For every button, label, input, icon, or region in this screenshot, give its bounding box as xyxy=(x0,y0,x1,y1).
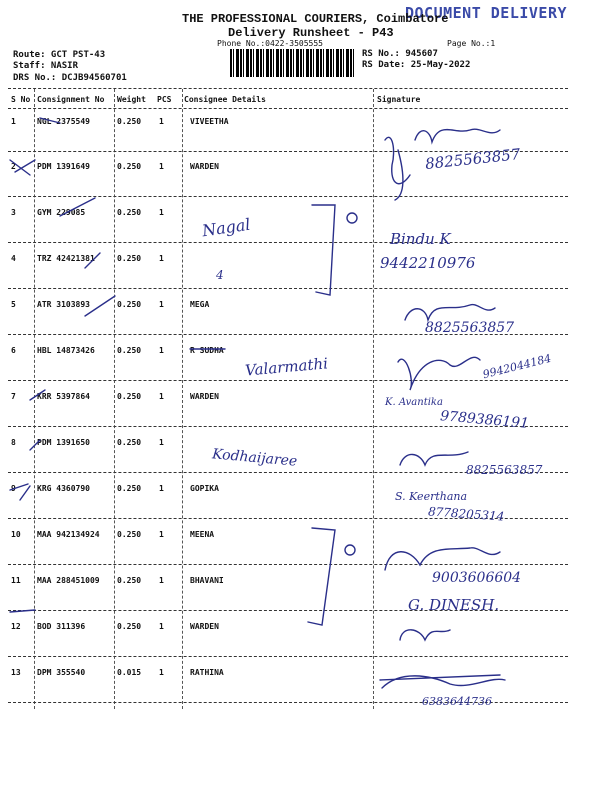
cell-consignee: MEENA xyxy=(190,530,215,539)
cell-consignment-no: GYM 229085 xyxy=(37,208,86,217)
cell-pcs: 1 xyxy=(159,300,164,309)
tick-mark-row2 xyxy=(10,160,35,175)
cell-pcs: 1 xyxy=(159,346,164,355)
handwritten-name-row9: S. Keerthana xyxy=(395,490,468,503)
strike-through-row13 xyxy=(380,675,500,680)
cell-sno: 12 xyxy=(11,622,21,631)
cell-pcs: 1 xyxy=(159,438,164,447)
handwritten-name-row3: Nagal xyxy=(200,214,252,241)
cell-weight: 0.250 xyxy=(117,346,142,355)
cell-sno: 7 xyxy=(11,392,16,401)
signature-scribble-row1 xyxy=(385,137,410,183)
cell-pcs: 1 xyxy=(159,117,164,126)
cell-sno: 13 xyxy=(11,668,21,677)
cell-consignee: GOPIKA xyxy=(190,484,219,493)
signature-scribble-row12 xyxy=(400,630,450,640)
cell-sno: 3 xyxy=(11,208,16,217)
cell-consignee: WARDEN xyxy=(190,392,219,401)
cell-consignment-no: NGL 2375549 xyxy=(37,117,90,126)
col-header-weight: Weight xyxy=(117,95,146,104)
cell-weight: 0.015 xyxy=(117,668,142,677)
signature-scribble-row5 xyxy=(405,305,495,320)
staff-label: Staff: NASIR xyxy=(13,61,79,71)
handwritten-phone-row9: 8778205314 xyxy=(427,504,505,524)
tick-mark-row8 xyxy=(30,440,40,450)
cell-consignment-no: BOD 311396 xyxy=(37,622,86,631)
cell-consignment-no: MAA 288451009 xyxy=(37,576,100,585)
col-header-sno: S No xyxy=(11,95,31,104)
signature-hook-row2 xyxy=(395,150,403,200)
cell-weight: 0.250 xyxy=(117,438,142,447)
drs-number: DRS No.: DCJB94560701 xyxy=(13,73,127,83)
cell-weight: 0.250 xyxy=(117,576,142,585)
cell-pcs: 1 xyxy=(159,254,164,263)
document-delivery-stamp: DOCUMENT DELIVERY xyxy=(405,4,568,22)
cell-consignment-no: KRR 5397864 xyxy=(37,392,90,401)
phone-number: Phone No.:0422-3505555 xyxy=(217,39,323,48)
cell-consignment-no: MAA 942134924 xyxy=(37,530,100,539)
cell-sno: 2 xyxy=(11,162,16,171)
cell-consignee: VIVEETHA xyxy=(190,117,229,126)
cell-pcs: 1 xyxy=(159,530,164,539)
cell-consignment-no: PDM 1391649 xyxy=(37,162,90,171)
route-label: Route: GCT PST-43 xyxy=(13,50,106,60)
handwritten-name-row6: Valarmathi xyxy=(244,354,329,380)
col-header-pcs: PCS xyxy=(157,95,172,104)
handwritten-phone-row5: 8825563857 xyxy=(425,320,515,336)
cell-consignee: R SUDHA xyxy=(190,346,224,355)
tick-mark-row7 xyxy=(30,390,45,400)
cell-weight: 0.250 xyxy=(117,162,142,171)
cell-consignee: MEGA xyxy=(190,300,210,309)
handwritten-phone-row8: 8825563857 xyxy=(466,463,543,477)
handwritten-phone-row11: 9003606604 xyxy=(432,570,522,586)
cell-weight: 0.250 xyxy=(117,117,142,126)
cell-pcs: 1 xyxy=(159,162,164,171)
cell-sno: 9 xyxy=(11,484,16,493)
cell-sno: 5 xyxy=(11,300,16,309)
cell-pcs: 1 xyxy=(159,392,164,401)
circle-mark-row3 xyxy=(347,213,357,223)
cell-consignee: RATHINA xyxy=(190,668,224,677)
cell-consignment-no: HBL 14873426 xyxy=(37,346,95,355)
signature-scribble-row6 xyxy=(398,357,480,390)
signature-scribble-row10 xyxy=(385,548,500,570)
cell-consignee: WARDEN xyxy=(190,622,219,631)
runsheet-title: Delivery Runsheet - P43 xyxy=(228,26,394,40)
tick-mark-row3 xyxy=(60,198,95,216)
vertical-bracket-row10-11 xyxy=(308,528,335,625)
signature-scribble-row8 xyxy=(400,452,468,465)
rs-date: RS Date: 25-May-2022 xyxy=(362,60,471,70)
cell-pcs: 1 xyxy=(159,576,164,585)
signature-scribble-row1b xyxy=(415,129,500,142)
cell-weight: 0.250 xyxy=(117,530,142,539)
circle-mark-row10 xyxy=(345,545,355,555)
tick-mark-row5 xyxy=(85,296,115,316)
tick-mark-row4 xyxy=(85,253,100,268)
cell-pcs: 1 xyxy=(159,668,164,677)
handwritten-phone-row7: 9789386191 xyxy=(439,408,530,432)
tick-mark-row12 xyxy=(10,610,35,612)
cell-pcs: 1 xyxy=(159,484,164,493)
handwritten-mark-row4: 4 xyxy=(216,268,224,282)
cell-consignment-no: PDM 1391650 xyxy=(37,438,90,447)
cell-weight: 0.250 xyxy=(117,622,142,631)
cell-pcs: 1 xyxy=(159,208,164,217)
cell-weight: 0.250 xyxy=(117,300,142,309)
rs-number: RS No.: 945607 xyxy=(362,49,438,59)
cell-sno: 4 xyxy=(11,254,16,263)
cell-weight: 0.250 xyxy=(117,392,142,401)
cell-sno: 11 xyxy=(11,576,21,585)
cell-consignee: BHAVANI xyxy=(190,576,224,585)
company-title: THE PROFESSIONAL COURIERS, Coimbatore xyxy=(182,12,449,26)
col-header-signature: Signature xyxy=(377,95,421,104)
handwritten-sig-row3: Bindu K xyxy=(390,230,451,248)
cell-weight: 0.250 xyxy=(117,254,142,263)
cell-consignment-no: DPM 355540 xyxy=(37,668,86,677)
handwritten-phone-row13: 6383644736 xyxy=(422,695,492,708)
cell-sno: 1 xyxy=(11,117,16,126)
handwritten-name-row8: Kodhaijaree xyxy=(211,446,298,470)
page-number: Page No.:1 xyxy=(447,39,496,48)
col-header-consignment: Consignment No xyxy=(37,95,105,104)
cell-sno: 8 xyxy=(11,438,16,447)
handwritten-name-row11: G. DINESH. xyxy=(408,596,500,614)
cell-sno: 10 xyxy=(11,530,21,539)
cell-consignment-no: KRG 4360790 xyxy=(37,484,90,493)
handwritten-phone-row6: 9942044184 xyxy=(481,351,553,382)
tick-mark-row1 xyxy=(40,118,60,123)
cell-consignment-no: ATR 3103893 xyxy=(37,300,90,309)
cell-consignee: WARDEN xyxy=(190,162,219,171)
tick-mark-row9 xyxy=(10,484,30,500)
col-header-consignee: Consignee Details xyxy=(184,95,266,104)
cell-weight: 0.250 xyxy=(117,484,142,493)
cell-sno: 6 xyxy=(11,346,16,355)
cell-weight: 0.250 xyxy=(117,208,142,217)
handwritten-phone-row4: 9442210976 xyxy=(380,254,476,272)
cell-pcs: 1 xyxy=(159,622,164,631)
handwritten-name-row7: K. Avantika xyxy=(385,397,443,408)
vertical-bracket-row3-4 xyxy=(312,205,335,295)
cell-consignment-no: TRZ 42421381 xyxy=(37,254,95,263)
handwritten-phone-row1: 8825563857 xyxy=(424,145,522,173)
